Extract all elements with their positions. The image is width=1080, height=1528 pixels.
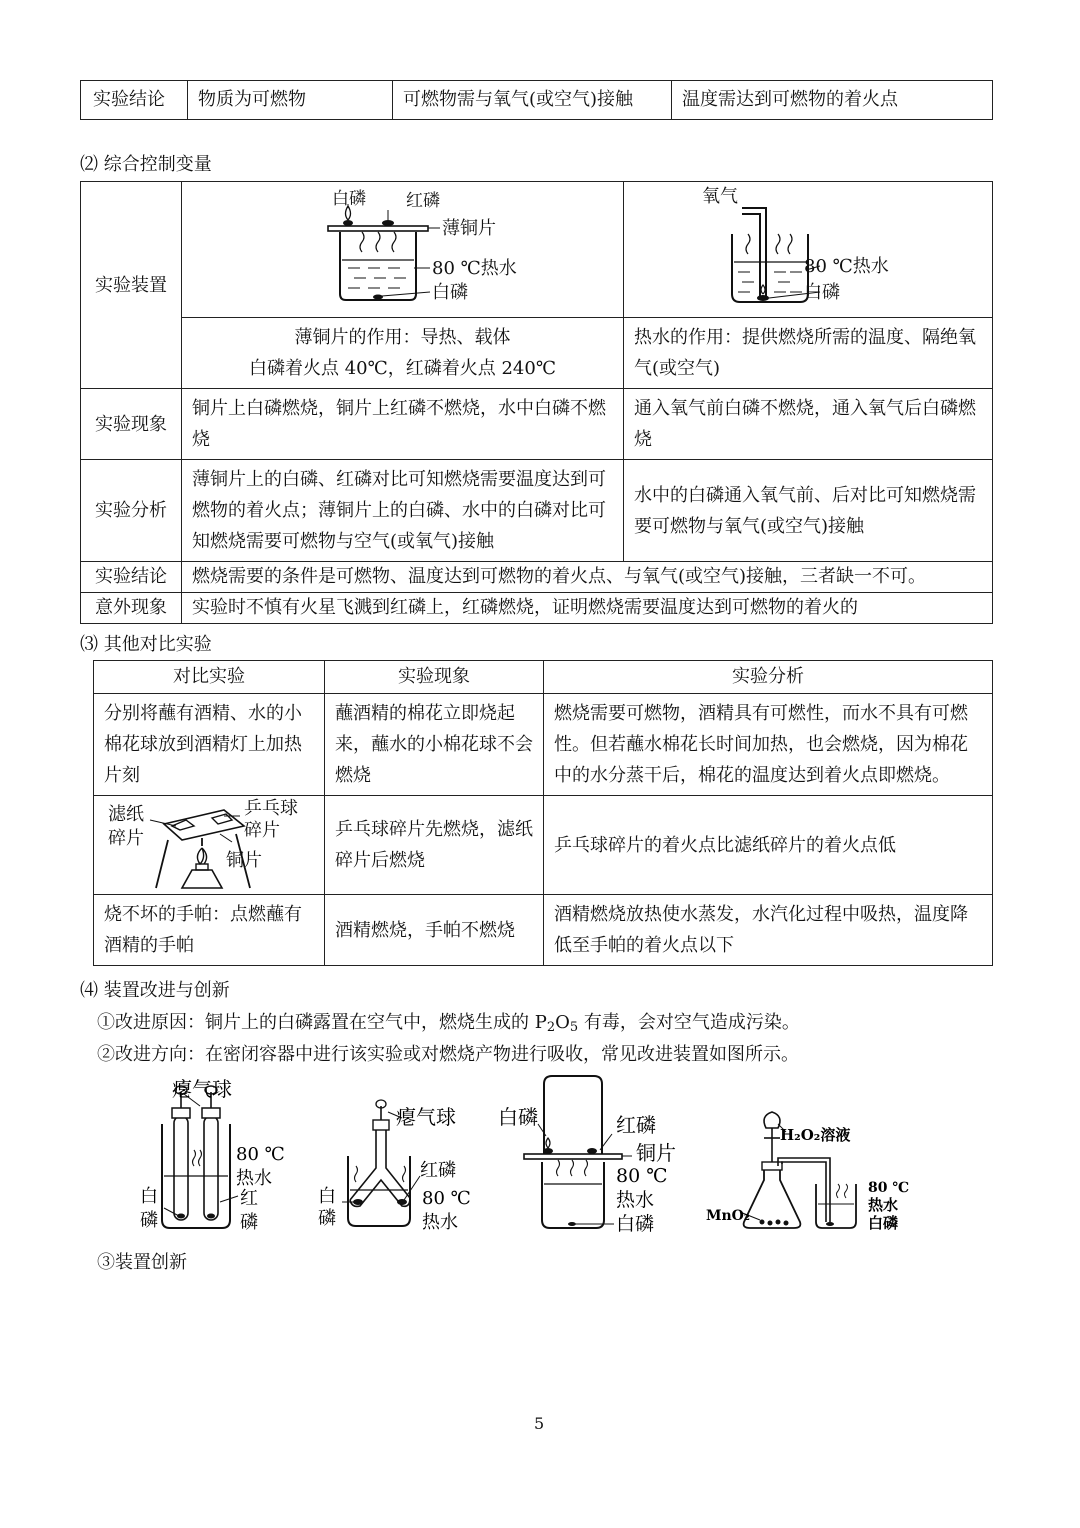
improvement-reason bbox=[97, 1008, 800, 1035]
fig2-temp-label: 80 ℃ bbox=[422, 1188, 471, 1209]
analysis-label: 实验分析 bbox=[81, 460, 182, 562]
cell-combustible: 物质为可燃物 bbox=[188, 81, 393, 120]
conclusion-text: 燃烧需要的条件是可燃物、温度达到可燃物的着火点、与氧气(或空气)接触，三者缺一不可。 bbox=[182, 562, 993, 593]
fragment1-label: 碎片 bbox=[108, 828, 144, 849]
reason-text-post: 有毒，会对空气造成污染。 bbox=[578, 1012, 800, 1033]
reason-text-pre: ①改进原因：铜片上的白磷露置在空气中，燃烧生成的 P bbox=[97, 1012, 547, 1033]
fig1-water-label: 热水 bbox=[236, 1168, 272, 1189]
fig1-temp-label: 80 ℃ bbox=[236, 1144, 285, 1165]
copper-sheet-label: 薄铜片 bbox=[442, 218, 496, 239]
row2-analysis: 乒乓球碎片的着火点比滤纸碎片的着火点低 bbox=[544, 796, 993, 895]
header-experiment: 对比实验 bbox=[94, 661, 325, 694]
section2-table bbox=[80, 181, 993, 624]
accident-text: 实验时不慎有火星飞溅到红磷上，红磷燃烧，证明燃烧需要温度达到可燃物的着火的 bbox=[182, 593, 993, 624]
phenomenon-right: 通入氧气前白磷不燃烧，通入氧气后白磷燃烧 bbox=[624, 389, 993, 460]
apparatus-label: 实验装置 bbox=[81, 182, 182, 389]
fig4-flask-generator bbox=[706, 1112, 909, 1232]
fig2-y-tube bbox=[318, 1100, 471, 1233]
fig3-white-label: 白磷 bbox=[498, 1105, 538, 1129]
fig4-temp-label: 80 ℃ bbox=[868, 1180, 910, 1196]
pingpong-filter-paper-figure bbox=[94, 796, 324, 894]
copper-sheet-apparatus-figure bbox=[182, 182, 623, 317]
fig2-white1-label: 白 bbox=[318, 1186, 336, 1207]
fig3-bell-jar bbox=[498, 1076, 676, 1235]
row1-analysis: 燃烧需要可燃物，酒精具有可燃性，而水不具有可燃性。但若蘸水棉花长时间加热，也会燃烧，因为棉花中的水分蒸干后，棉花的温度达到着火点即燃烧。 bbox=[544, 694, 993, 796]
fig1-balloon-tubes bbox=[140, 1077, 285, 1233]
reason-sub-2: 2 bbox=[546, 1020, 556, 1035]
right-hot-water-label: 80 ℃热水 bbox=[804, 256, 889, 277]
fig2-white2-label: 磷 bbox=[318, 1208, 336, 1229]
header-phenomenon: 实验现象 bbox=[325, 661, 544, 694]
row1-phenomenon: 蘸酒精的棉花立即烧起来，蘸水的小棉花球不会燃烧 bbox=[325, 694, 544, 796]
section3-title: ⑶ 其他对比实验 bbox=[80, 634, 212, 655]
fig3-temp-label: 80 ℃ bbox=[616, 1165, 668, 1187]
fig1-red2-label: 磷 bbox=[240, 1212, 258, 1233]
fig2-balloon-label: 瘪气球 bbox=[396, 1105, 456, 1129]
conclusion-table-top bbox=[80, 80, 993, 120]
device-innovation: ③装置创新 bbox=[97, 1252, 187, 1273]
header-analysis: 实验分析 bbox=[544, 661, 993, 694]
section4-title: ⑷ 装置改进与创新 bbox=[80, 980, 230, 1001]
oxygen-tube-apparatus-figure bbox=[624, 182, 969, 317]
fragment2-label: 碎片 bbox=[244, 820, 280, 841]
row3-experiment: 烧不坏的手帕：点燃蘸有酒精的手帕 bbox=[94, 895, 325, 966]
red-p-label: 红磷 bbox=[406, 191, 440, 211]
improvement-direction: ②改进方向：在密闭容器中进行该实验或对燃烧产物进行吸收，常见改进装置如图所示。 bbox=[97, 1044, 799, 1065]
right-white-p-label: 白磷 bbox=[804, 282, 840, 303]
row3-analysis: 酒精燃烧放热使水蒸发，水汽化过程中吸热，温度降低至手帕的着火点以下 bbox=[544, 895, 993, 966]
fig3-white-bottom-label: 白磷 bbox=[616, 1213, 655, 1235]
reason-sub-5: 5 bbox=[569, 1020, 579, 1035]
fig4-mno2-label: MnO₂ bbox=[706, 1208, 751, 1224]
analysis-right: 水中的白磷通入氧气前、后对比可知燃烧需要可燃物与氧气(或空气)接触 bbox=[624, 460, 993, 562]
conclusion-label: 实验结论 bbox=[81, 562, 182, 593]
fig3-red-label: 红磷 bbox=[616, 1113, 656, 1137]
row3-phenomenon: 酒精燃烧，手帕不燃烧 bbox=[325, 895, 544, 966]
ignition-point-note: 白磷着火点 40℃，红磷着火点 240℃ bbox=[249, 358, 556, 379]
accident-label: 意外现象 bbox=[81, 593, 182, 624]
fig3-copper-label: 铜片 bbox=[636, 1141, 676, 1165]
white-p-bottom-label: 白磷 bbox=[432, 282, 468, 303]
apparatus-left-cell bbox=[182, 182, 624, 318]
phenomenon-label: 实验现象 bbox=[81, 389, 182, 460]
row2-figure-cell bbox=[94, 796, 325, 895]
fig1-balloon-label: 瘪气球 bbox=[172, 1077, 232, 1101]
page-number: 5 bbox=[534, 1414, 545, 1433]
analysis-left: 薄铜片上的白磷、红磷对比可知燃烧需要温度达到可燃物的着火点；薄铜片上的白磷、水中的白磷对比可知燃烧需要可燃物与空气(或氧气)接触 bbox=[182, 460, 624, 562]
white-p-top-label: 白磷 bbox=[332, 189, 366, 209]
fig4-h2o2-label: H₂O₂溶液 bbox=[780, 1126, 851, 1144]
apparatus-right-cell bbox=[624, 182, 993, 318]
fig2-water-label: 热水 bbox=[422, 1212, 458, 1233]
hot-water-label: 80 ℃热水 bbox=[432, 258, 517, 279]
fig3-water-label: 热水 bbox=[616, 1189, 655, 1211]
reason-text-o: O bbox=[555, 1012, 570, 1033]
fig1-white1-label: 白 bbox=[140, 1186, 158, 1207]
fig4-white-label: 白磷 bbox=[868, 1214, 899, 1232]
cell-oxygen: 可燃物需与氧气(或空气)接触 bbox=[393, 81, 672, 120]
cell-ignition: 温度需达到可燃物的着火点 bbox=[672, 81, 993, 120]
filter-paper-label: 滤纸 bbox=[108, 804, 144, 825]
fig1-white2-label: 磷 bbox=[140, 1210, 158, 1231]
row1-experiment: 分别将蘸有酒精、水的小棉花球放到酒精灯上加热片刻 bbox=[94, 694, 325, 796]
oxygen-label: 氧气 bbox=[702, 186, 738, 207]
fig1-red1-label: 红 bbox=[240, 1188, 258, 1209]
row-label: 实验结论 bbox=[81, 81, 188, 120]
section3-table bbox=[93, 660, 993, 966]
hot-water-role-note: 热水的作用：提供燃烧所需的温度、隔绝氧气(或空气) bbox=[624, 318, 993, 389]
improved-apparatus-figures bbox=[60, 1072, 1020, 1242]
copper-label: 铜片 bbox=[226, 850, 262, 871]
fig4-water-label: 热水 bbox=[868, 1196, 899, 1214]
row2-phenomenon: 乒乓球碎片先燃烧，滤纸碎片后燃烧 bbox=[325, 796, 544, 895]
fig2-red-label: 红磷 bbox=[420, 1160, 456, 1181]
section2-title: ⑵ 综合控制变量 bbox=[80, 154, 212, 175]
copper-role-note: 薄铜片的作用：导热、载体 bbox=[294, 327, 511, 348]
pingpong-label: 乒乓球 bbox=[244, 798, 298, 819]
phenomenon-left: 铜片上白磷燃烧，铜片上红磷不燃烧，水中白磷不燃烧 bbox=[182, 389, 624, 460]
apparatus-note-left bbox=[182, 318, 624, 389]
